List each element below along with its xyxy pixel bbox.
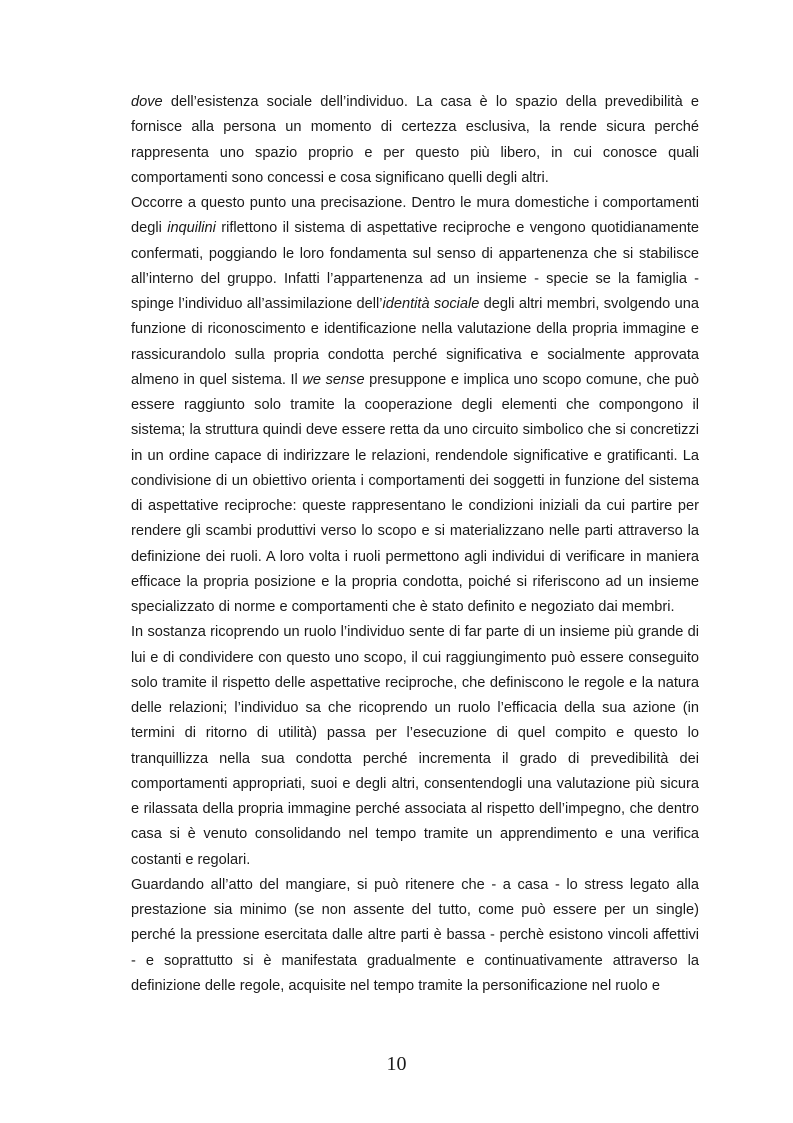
text-run: In sostanza ricoprendo un ruolo l’individuo sente di far parte di un insieme più grande di lui e di condividere con questo uno scopo, il cui raggiungimento può essere conseguito solo tramite il rispetto delle aspettative reciproche, che definiscono le regole e la natura delle relazioni; l’individuo sa che ricoprendo un ruolo l’efficacia della sua azione (in termini di ritorno di utilità) passa per l’esecuzione di quel compito e questo lo tranquillizza nella sua condotta perché incrementa il grado di prevedibilità dei comportamenti appropriati, suoi e degli altri, consentendogli una valutazione più sicura e rilassata della propria immagine perché associata al rispetto dell’impegno, che dentro casa si è venuto consolidando nel tempo tramite un apprendimento e una verifica costanti e regolari.	[131, 624, 699, 868]
text-italic: we sense	[302, 371, 365, 388]
text-run: dell’esistenza sociale dell’individuo. La casa è lo spazio della prevedibilità e fornisce alla persona un momento di certezza esclusiva, la rende sicura perché rappresenta uno spazio proprio e per questo più libero, in cui conosce quali comportamenti sono concessi e cosa significano quelli degli altri.	[131, 94, 699, 186]
paragraph	[131, 90, 699, 191]
text-run: degli altri membri, svolgendo una funzione di riconoscimento e identificazione nella valutazione della propria immagine e rassicurandolo sulla propria condotta perché significativa e socialmente approvata almeno in quel sistema. Il	[131, 296, 699, 388]
text-run: riflettono il sistema di aspettative reciproche e vengono quotidianamente confermati, poggiando le loro fondamenta sul senso di appartenenza che si stabilisce all’interno del gruppo. Infatti l’appartenenza ad un insieme - specie se la famiglia - spinge l’individuo all’assimilazione dell’	[131, 220, 699, 312]
page-number: 10	[386, 1053, 407, 1075]
body-text	[131, 90, 699, 999]
text-italic: dove	[131, 94, 163, 110]
paragraph	[131, 873, 699, 999]
paragraph	[131, 620, 699, 873]
paragraph	[131, 191, 699, 620]
text-run: Occorre a questo punto una precisazione. Dentro le mura domestiche i comportamenti degli	[131, 195, 699, 237]
text-italic: identità sociale	[382, 296, 480, 312]
text-run: Guardando all’atto del mangiare, si può ritenere che - a casa - lo stress legato alla prestazione sia minimo (se non assente del tutto, come può essere per un single) perché la pressione esercitata dalle altre parti è bassa - perchè esistono vincoli affettivi - e soprattutto si è manifestata gradualmente e continuativamente attraverso la definizione delle regole, acquisite nel tempo tramite la personificazione nel ruolo e	[131, 876, 699, 994]
text-italic: inquilini	[167, 220, 216, 237]
text-run: presuppone e implica uno scopo comune, che può essere raggiunto solo tramite la cooperazione degli elementi che compongono il sistema; la struttura quindi deve essere retta da uno circuito simbolico che si concretizzi in un ordine capace di indirizzare le relazioni, rendendole significative e gratificanti. La condivisione di un obiettivo orienta i comportamenti dei soggetti in funzione del sistema di aspettative reciproche: queste rappresentano le condizioni iniziali da cui partire per rendere gli scambi produttivi verso lo scopo e si materializzano nelle parti attraverso la definizione dei ruoli. A loro volta i ruoli permettono agli individui di verificare in maniera efficace la propria posizione e la propria condotta, poiché si riferiscono ad un insieme specializzato di norme e comportamenti che è stato definito e negoziato dai membri.	[131, 371, 699, 615]
